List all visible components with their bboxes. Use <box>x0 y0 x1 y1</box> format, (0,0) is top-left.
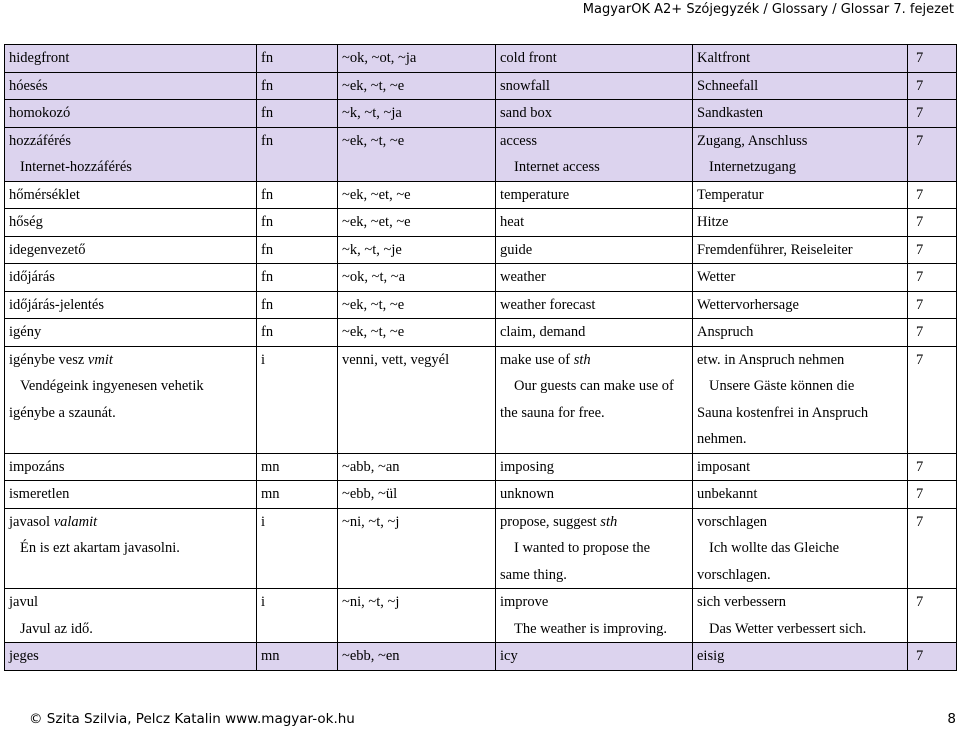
word-forms-cell: ~ebb, ~ül <box>338 481 496 509</box>
english-cell <box>496 589 693 643</box>
part-of-speech-cell: mn <box>257 643 338 671</box>
german-line: Hitze <box>697 214 729 230</box>
hungarian-line: Internet-hozzáférés <box>20 159 132 175</box>
german-cell <box>693 643 908 671</box>
english-cell <box>496 236 693 264</box>
word-forms-cell: ~ebb, ~en <box>338 643 496 671</box>
hungarian-line: Én is ezt akartam javasolni. <box>20 540 180 556</box>
chapter-cell: 7 <box>908 209 957 237</box>
table-row <box>5 45 957 73</box>
glossary-body <box>5 45 957 671</box>
english-cell <box>496 72 693 100</box>
table-row <box>5 100 957 128</box>
word-forms-cell: ~ek, ~et, ~e <box>338 181 496 209</box>
english-cell <box>496 127 693 181</box>
chapter-cell: 7 <box>908 346 957 453</box>
hungarian-line: igénybe vesz vmit <box>9 351 113 368</box>
chapter-cell: 7 <box>908 643 957 671</box>
english-cell <box>496 45 693 73</box>
english-cell <box>496 264 693 292</box>
german-line: Internetzugang <box>709 159 796 175</box>
english-line: guide <box>500 241 533 258</box>
german-line: Unsere Gäste können die <box>709 378 855 394</box>
word-forms-cell: ~k, ~t, ~ja <box>338 100 496 128</box>
hungarian-line: igénybe a szaunát. <box>9 404 116 421</box>
hungarian-line: homokozó <box>9 105 71 121</box>
german-line: Das Wetter verbessert sich. <box>709 620 867 637</box>
hungarian-cell <box>5 127 257 181</box>
english-line: imposing <box>500 458 554 475</box>
english-line: access <box>500 132 538 149</box>
german-line: eisig <box>697 648 725 664</box>
part-of-speech-cell: fn <box>257 291 338 319</box>
hungarian-cell <box>5 453 257 481</box>
part-of-speech-cell: fn <box>257 181 338 209</box>
english-line: heat <box>500 214 525 230</box>
german-cell <box>693 291 908 319</box>
german-cell <box>693 209 908 237</box>
table-row <box>5 264 957 292</box>
english-cell <box>496 508 693 589</box>
german-line: nehmen. <box>697 431 747 447</box>
part-of-speech-cell: i <box>257 346 338 453</box>
table-row <box>5 72 957 100</box>
table-row <box>5 209 957 237</box>
german-cell <box>693 45 908 73</box>
hungarian-cell <box>5 72 257 100</box>
german-line: Wettervorhersage <box>697 296 799 313</box>
hungarian-line: hidegfront <box>9 50 70 66</box>
chapter-cell: 7 <box>908 45 957 73</box>
english-cell <box>496 181 693 209</box>
word-forms-cell: ~ni, ~t, ~j <box>338 589 496 643</box>
part-of-speech-cell: i <box>257 589 338 643</box>
table-row <box>5 319 957 347</box>
part-of-speech-cell: fn <box>257 45 338 73</box>
hungarian-cell <box>5 100 257 128</box>
german-cell <box>693 319 908 347</box>
hungarian-line: hőmérséklet <box>9 186 80 203</box>
hungarian-line: hőség <box>9 214 43 230</box>
word-forms-cell: ~ek, ~t, ~e <box>338 127 496 181</box>
german-cell <box>693 481 908 509</box>
hungarian-line: időjárás-jelentés <box>9 296 105 313</box>
german-line: sich verbessern <box>697 594 786 610</box>
table-row <box>5 181 957 209</box>
english-cell <box>496 481 693 509</box>
english-line: propose, suggest sth <box>500 513 618 530</box>
german-cell <box>693 508 908 589</box>
hungarian-cell <box>5 319 257 347</box>
hungarian-cell <box>5 181 257 209</box>
table-row <box>5 291 957 319</box>
german-line: Schneefall <box>697 77 759 94</box>
english-line: icy <box>500 648 518 664</box>
chapter-cell: 7 <box>908 264 957 292</box>
german-line: Anspruch <box>697 324 754 340</box>
english-line: improve <box>500 594 549 610</box>
english-cell <box>496 346 693 453</box>
page-header: MagyarOK A2+ Szójegyzék / Glossary / Glossar 7. fejezet <box>582 2 954 17</box>
part-of-speech-cell: fn <box>257 209 338 237</box>
table-row <box>5 481 957 509</box>
german-cell <box>693 453 908 481</box>
table-row <box>5 589 957 643</box>
english-cell <box>496 100 693 128</box>
part-of-speech-cell: fn <box>257 127 338 181</box>
hungarian-cell <box>5 264 257 292</box>
hungarian-cell <box>5 346 257 453</box>
english-line: Internet access <box>514 159 600 175</box>
hungarian-cell <box>5 236 257 264</box>
hungarian-cell <box>5 209 257 237</box>
chapter-cell: 7 <box>908 589 957 643</box>
table-row <box>5 236 957 264</box>
footer-copyright: © Szita Szilvia, Pelcz Katalin www.magyar-ok.hu <box>29 711 355 727</box>
hungarian-line: idegenvezető <box>9 241 86 258</box>
table-row <box>5 508 957 589</box>
german-line: Ich wollte das Gleiche <box>709 540 840 556</box>
hungarian-line: hozzáférés <box>9 132 71 149</box>
english-line: Our guests can make use of <box>514 378 674 394</box>
hungarian-line: igény <box>9 324 42 340</box>
word-forms-cell: ~ok, ~t, ~a <box>338 264 496 292</box>
german-cell <box>693 264 908 292</box>
english-cell <box>496 453 693 481</box>
german-line: Sandkasten <box>697 105 764 121</box>
english-line: unknown <box>500 486 554 502</box>
table-row <box>5 453 957 481</box>
german-line: Zugang, Anschluss <box>697 132 808 149</box>
german-cell <box>693 72 908 100</box>
page-footer <box>0 709 960 731</box>
part-of-speech-cell: fn <box>257 264 338 292</box>
chapter-cell: 7 <box>908 100 957 128</box>
hungarian-line: Javul az idő. <box>20 620 93 637</box>
german-line: Fremdenführer, Reiseleiter <box>697 241 853 258</box>
part-of-speech-cell: fn <box>257 100 338 128</box>
german-line: Sauna kostenfrei in Anspruch <box>697 404 869 421</box>
hungarian-cell <box>5 643 257 671</box>
hungarian-line: hóesés <box>9 77 48 94</box>
hungarian-cell <box>5 291 257 319</box>
part-of-speech-cell: mn <box>257 481 338 509</box>
english-line: the sauna for free. <box>500 404 605 421</box>
german-line: Temperatur <box>697 186 764 203</box>
part-of-speech-cell: fn <box>257 319 338 347</box>
word-forms-cell: ~abb, ~an <box>338 453 496 481</box>
english-line: claim, demand <box>500 324 586 340</box>
table-row <box>5 346 957 453</box>
table-row <box>5 643 957 671</box>
german-cell <box>693 589 908 643</box>
german-line: imposant <box>697 458 751 475</box>
word-forms-cell: ~ek, ~t, ~e <box>338 319 496 347</box>
chapter-cell: 7 <box>908 181 957 209</box>
hungarian-line: időjárás <box>9 269 55 285</box>
chapter-cell: 7 <box>908 236 957 264</box>
glossary-table <box>4 44 957 671</box>
part-of-speech-cell: fn <box>257 236 338 264</box>
hungarian-line: impozáns <box>9 458 65 475</box>
chapter-cell: 7 <box>908 72 957 100</box>
chapter-cell: 7 <box>908 127 957 181</box>
chapter-cell: 7 <box>908 453 957 481</box>
german-line: vorschlagen. <box>697 566 771 583</box>
english-line: temperature <box>500 186 570 203</box>
hungarian-cell <box>5 45 257 73</box>
hungarian-line: javasol valamit <box>9 513 98 530</box>
chapter-cell: 7 <box>908 319 957 347</box>
english-cell <box>496 209 693 237</box>
english-line: same thing. <box>500 566 567 583</box>
english-line: cold front <box>500 50 557 66</box>
chapter-cell: 7 <box>908 481 957 509</box>
hungarian-cell <box>5 589 257 643</box>
english-line: sand box <box>500 105 552 121</box>
german-line: vorschlagen <box>697 513 768 530</box>
word-forms-cell: ~ek, ~t, ~e <box>338 72 496 100</box>
hungarian-line: jeges <box>9 648 39 664</box>
english-line: weather forecast <box>500 296 596 313</box>
word-forms-cell: venni, vett, vegyél <box>338 346 496 453</box>
english-line: The weather is improving. <box>514 620 668 637</box>
german-line: Wetter <box>697 269 736 285</box>
word-forms-cell: ~ek, ~t, ~e <box>338 291 496 319</box>
german-line: etw. in Anspruch nehmen <box>697 351 845 368</box>
english-cell <box>496 643 693 671</box>
english-line: I wanted to propose the <box>514 540 651 556</box>
english-line: snowfall <box>500 77 550 94</box>
chapter-cell: 7 <box>908 291 957 319</box>
german-cell <box>693 100 908 128</box>
german-line: Kaltfront <box>697 50 751 66</box>
german-cell <box>693 346 908 453</box>
word-forms-cell: ~k, ~t, ~je <box>338 236 496 264</box>
part-of-speech-cell: i <box>257 508 338 589</box>
page-number: 8 <box>947 711 956 727</box>
hungarian-cell <box>5 481 257 509</box>
german-line: unbekannt <box>697 486 758 502</box>
hungarian-line: javul <box>9 594 38 610</box>
german-cell <box>693 181 908 209</box>
part-of-speech-cell: fn <box>257 72 338 100</box>
hungarian-line: Vendégeink ingyenesen vehetik <box>20 378 204 394</box>
english-line: weather <box>500 269 546 285</box>
hungarian-line: ismeretlen <box>9 486 70 502</box>
english-cell <box>496 319 693 347</box>
word-forms-cell: ~ok, ~ot, ~ja <box>338 45 496 73</box>
table-row <box>5 127 957 181</box>
english-cell <box>496 291 693 319</box>
word-forms-cell: ~ni, ~t, ~j <box>338 508 496 589</box>
part-of-speech-cell: mn <box>257 453 338 481</box>
hungarian-cell <box>5 508 257 589</box>
chapter-cell: 7 <box>908 508 957 589</box>
german-cell <box>693 127 908 181</box>
german-cell <box>693 236 908 264</box>
word-forms-cell: ~ek, ~et, ~e <box>338 209 496 237</box>
english-line: make use of sth <box>500 351 591 368</box>
